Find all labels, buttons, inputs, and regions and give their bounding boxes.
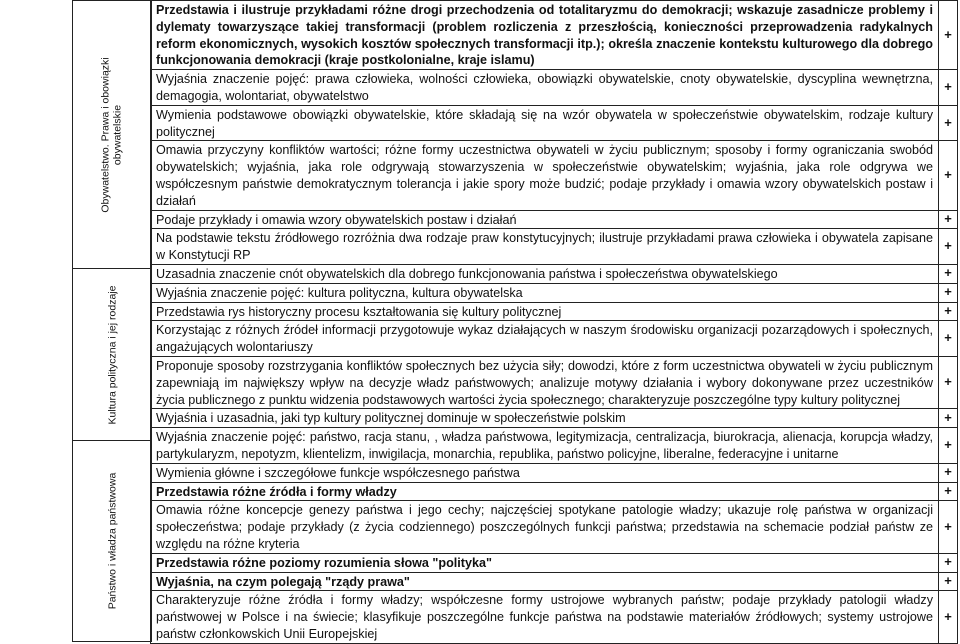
requirement-text: Przedstawia rys historyczny procesu kształtowania się kultury politycznej	[151, 302, 939, 321]
table-row	[151, 105, 958, 141]
requirement-text: Korzystając z różnych źródeł informacji przygotowuje wykaz działających w naszym środowisku organizacji pozarządowych i społecznych, angażujących wolontariuszy	[151, 321, 939, 357]
table-row	[151, 463, 958, 482]
requirement-mark: +	[939, 463, 958, 482]
requirement-mark: +	[939, 321, 958, 357]
requirement-mark: +	[939, 264, 958, 283]
section-label-line: Państwo i władza państwowa	[106, 472, 119, 610]
content-table-wrapper	[150, 0, 958, 640]
table-row	[151, 572, 958, 591]
table-row	[151, 1, 958, 70]
table-row	[151, 283, 958, 302]
section-label-cell	[72, 0, 152, 269]
requirement-text: Wyjaśnia znaczenie pojęć: kultura polityczna, kultura obywatelska	[151, 283, 939, 302]
requirement-text: Omawia przyczyny konfliktów wartości; różne formy uczestnictwa obywateli w życiu publicznym; sposoby i formy ograniczania swobód obywatelskich; wyjaśnia, jaka role odgrywają stowarzyszenia w społeczeństwie obywatelskim; wyjaśnia, jaka role odgrywa we współczesnym państwie demokratycznym tolerancja i jakie spory może budzić; podaje przykłady i omawia wzory obywatelskich postaw i działań	[151, 141, 939, 210]
table-row	[151, 229, 958, 265]
section-label-line: obywatelskie	[112, 104, 125, 166]
requirement-mark: +	[939, 428, 958, 464]
table-row	[151, 428, 958, 464]
section-label	[73, 269, 151, 441]
requirement-text: Wyjaśnia i uzasadnia, jaki typ kultury politycznej dominuje w społeczeństwie polskim	[151, 409, 939, 428]
requirement-text: Wyjaśnia, na czym polegają "rządy prawa"	[151, 572, 939, 591]
table-row	[151, 210, 958, 229]
requirements-body	[151, 1, 958, 644]
section-label-line: Obywatelstwo. Prawa i obowiązki	[100, 57, 113, 213]
requirement-mark: +	[939, 210, 958, 229]
requirement-mark: +	[939, 105, 958, 141]
requirement-text: Omawia różne koncepcje genezy państwa i jego cechy; najczęściej spotykane patologie władzy; ukazuje rolę państwa w organizacji społeczeństwa; podaje przykłady (z życia codziennego) poszczególnych funkcji państwa; przedstawia na schemacie podział państw ze względu na różne kryteria	[151, 501, 939, 553]
requirement-text: Wyjaśnia znaczenie pojęć: państwo, racja stanu, , władza państwowa, legitymizacja, centralizacja, biurokracja, alienacja, korupcja władzy, partykularyzm, nepotyzm, klientelizm, inwigilacja, monarchia, republika, państwo policyjne, liberalne, federacyjne i unitarne	[151, 428, 939, 464]
requirement-text: Charakteryzuje różne źródła i formy władzy; współczesne formy ustrojowe wybranych państw; podaje przykłady patologii władzy państwowej w Polsce i na świecie; klasyfikuje poszczególne funkcje państwa na podstawie materiałów źródłowych; systemy ustrojowe państw członkowskich Unii Europejskiej	[151, 591, 939, 643]
requirement-text: Przedstawia różne źródła i formy władzy	[151, 482, 939, 501]
requirement-text: Przedstawia i ilustruje przykładami różne drogi przechodzenia od totalitaryzmu do demokracji; wskazuje zasadnicze problemy i dylematy towarzyszące takiej transformacji (problem rozliczenia z przeszłością, konieczności przeprowadzenia radykalnych reform ekonomicznych, wysokich kosztów społecznych transformacji itp.); określa znaczenie kontekstu kulturowego dla dobrego funkcjonowania demokracji (kraje postkolonialne, kraje islamu)	[151, 1, 939, 70]
requirement-text: Uzasadnia znaczenie cnót obywatelskich dla dobrego funkcjonowania państwa i społeczeństwa obywatelskiego	[151, 264, 939, 283]
requirement-text: Na podstawie tekstu źródłowego rozróżnia dwa rodzaje praw konstytucyjnych; ilustruje przykładami prawa człowieka i obywatela zapisane w Konstytucji RP	[151, 229, 939, 265]
requirement-text: Przedstawia różne poziomy rozumienia słowa "polityka"	[151, 553, 939, 572]
table-row	[151, 591, 958, 643]
table-row	[151, 302, 958, 321]
table-row	[151, 264, 958, 283]
requirement-mark: +	[939, 141, 958, 210]
table-row	[151, 321, 958, 357]
section-label-line: Kultura polityczna i jej rodzaje	[106, 285, 118, 425]
section-label-cell	[72, 268, 152, 441]
requirement-mark: +	[939, 70, 958, 106]
requirement-mark: +	[939, 501, 958, 553]
table-row	[151, 141, 958, 210]
requirement-mark: +	[939, 572, 958, 591]
section-label	[73, 441, 151, 641]
requirement-text: Wymienia podstawowe obowiązki obywatelskie, które składają się na wzór obywatela w społeczeństwie obywatelskim, rodzaje kultury politycznej	[151, 105, 939, 141]
requirement-mark: +	[939, 356, 958, 408]
table-row	[151, 501, 958, 553]
table-row	[151, 356, 958, 408]
table-row	[151, 482, 958, 501]
requirements-table	[150, 0, 958, 644]
requirement-mark: +	[939, 283, 958, 302]
section-label-cell	[72, 440, 152, 642]
requirement-text: Proponuje sposoby rozstrzygania konfliktów społecznych bez użycia siły; dowodzi, które z form uczestnictwa obywateli w życiu publicznym zapewniają im największy wpływ na decyzje władz państwowych; analizuje motywy działania i wybory dokonywane przez uczestników życia publicznego z punktu widzenia podstawowych wartości życia społecznego; charakteryzuje poszczególne typy kultury politycznej	[151, 356, 939, 408]
requirement-mark: +	[939, 591, 958, 643]
requirement-text: Podaje przykłady i omawia wzory obywatelskich postaw i działań	[151, 210, 939, 229]
requirement-text: Wymienia główne i szczegółowe funkcje współczesnego państwa	[151, 463, 939, 482]
requirement-mark: +	[939, 553, 958, 572]
requirement-mark: +	[939, 229, 958, 265]
requirement-mark: +	[939, 409, 958, 428]
requirement-mark: +	[939, 302, 958, 321]
section-label	[73, 1, 151, 269]
requirement-text: Wyjaśnia znaczenie pojęć: prawa człowieka, wolności człowieka, obowiązki obywatelskie, cnoty obywatelskie, dyscyplina wewnętrzna, demagogia, wolontariat, obywatelstwo	[151, 70, 939, 106]
requirement-mark: +	[939, 1, 958, 70]
table-row	[151, 409, 958, 428]
table-row	[151, 70, 958, 106]
requirement-mark: +	[939, 482, 958, 501]
table-row	[151, 553, 958, 572]
